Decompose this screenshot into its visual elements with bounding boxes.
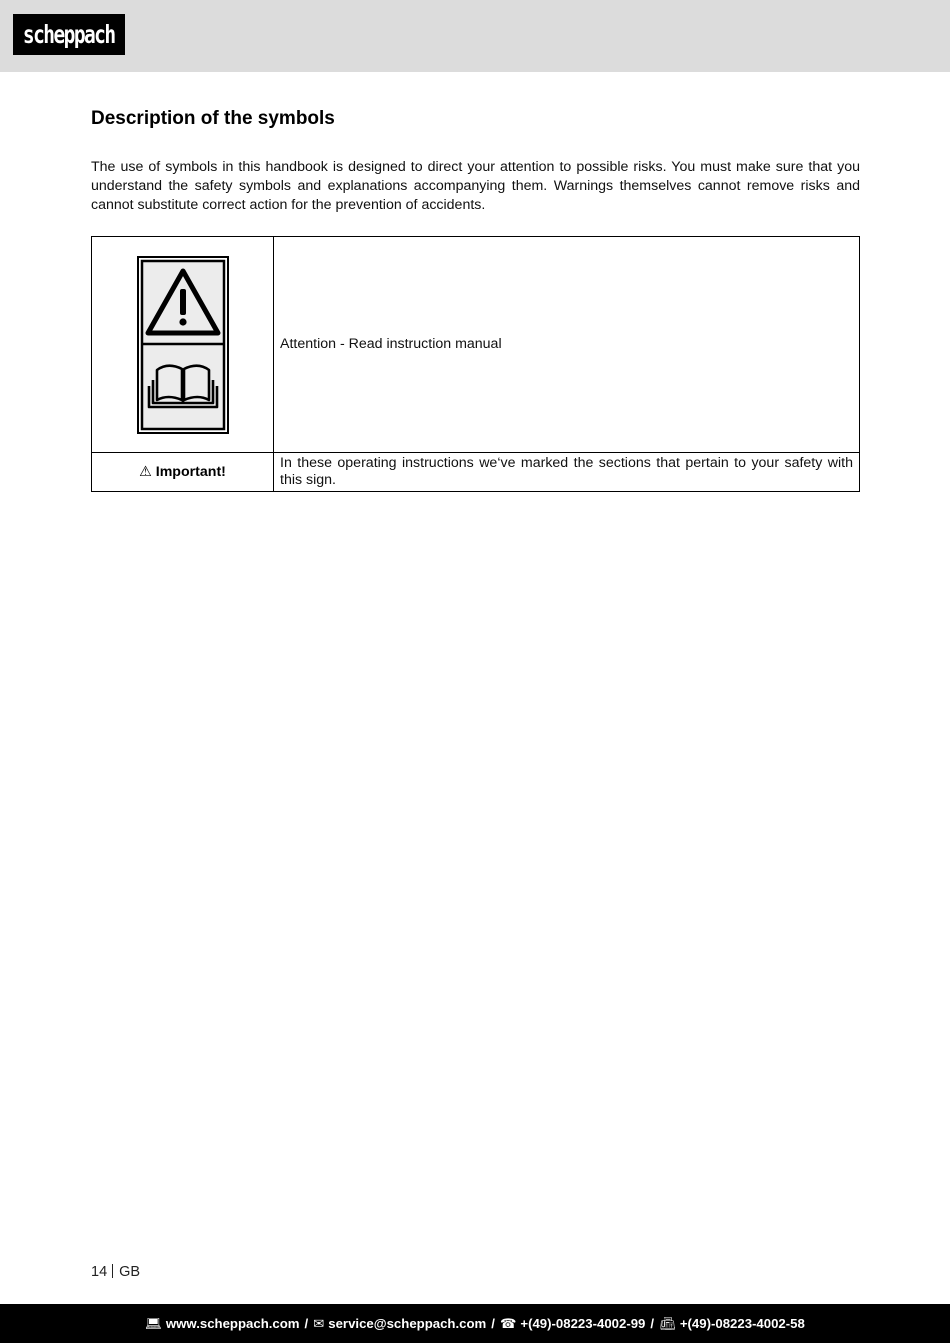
header-bar (0, 0, 950, 72)
separator: / (650, 1316, 655, 1331)
phone-number: +(49)-08223-4002-99 (520, 1316, 646, 1331)
email-link[interactable]: service@scheppach.com (328, 1316, 487, 1331)
important-label: ⚠ Important! (139, 464, 226, 480)
table-row (92, 237, 860, 453)
page-title: Description of the symbols (91, 108, 335, 129)
logo-text: scheppach (23, 20, 115, 49)
warning-read-manual-icon (137, 256, 229, 434)
divider (112, 1264, 113, 1278)
symbols-table (91, 236, 860, 492)
separator: / (304, 1316, 309, 1331)
symbol-cell (92, 453, 274, 492)
website-link[interactable]: www.scheppach.com (165, 1316, 300, 1331)
intro-paragraph: The use of symbols in this handbook is designed to direct your attention to possible risks. You must make sure that you understand the safety symbols and explanations accompanying them. Warnings themselves cannot remove risks and cannot substitute correct action for the prevention of accidents. (91, 159, 860, 213)
page-number-label (91, 1264, 140, 1280)
footer-bar (0, 1304, 950, 1343)
table-row (92, 453, 860, 492)
page-number: 14 (91, 1264, 108, 1280)
phone-icon: ☎ (499, 1315, 517, 1331)
mail-icon: ✉︎ (313, 1315, 325, 1331)
computer-icon: 💻︎ (145, 1315, 162, 1331)
symbol-description: Attention - Read instruction manual (274, 237, 860, 453)
symbol-cell (92, 237, 274, 453)
symbol-description: In these operating instructions we‘ve marked the sections that pertain to your safety with this sign. (274, 453, 860, 492)
separator: / (491, 1316, 495, 1331)
scheppach-logo (13, 14, 125, 55)
language-code: GB (119, 1264, 141, 1280)
fax-icon: 📠︎ (659, 1315, 676, 1331)
fax-number: +(49)-08223-4002-58 (679, 1316, 805, 1331)
